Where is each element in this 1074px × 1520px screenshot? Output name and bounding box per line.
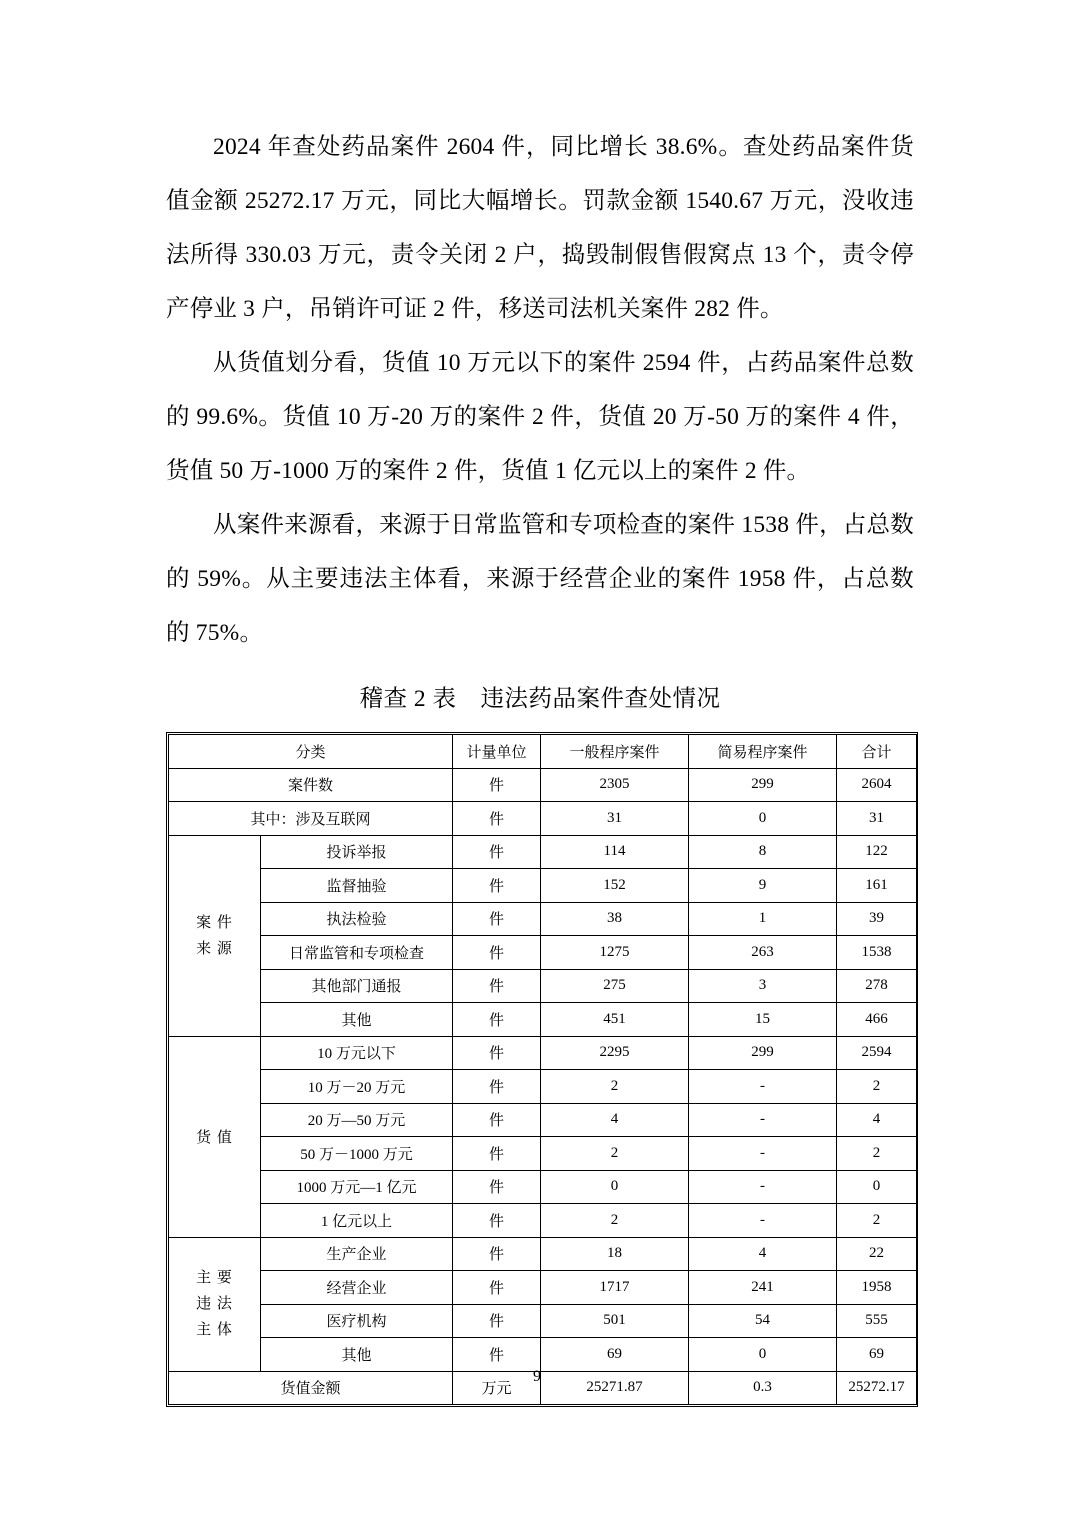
row-unit: 件 (453, 802, 541, 836)
row-total: 2 (837, 1070, 917, 1104)
table-row (169, 969, 917, 1003)
table-row (169, 1204, 917, 1238)
group-label-line: 主 体 (196, 1322, 233, 1338)
paragraph-3: 从案件来源看，来源于日常监管和专项检查的案件 1538 件，占总数的 59%。从主要违法主体看，来源于经营企业的案件 1958 件，占总数的 75%。 (166, 512, 914, 646)
row-general: 2 (541, 1204, 689, 1238)
row-total: 122 (837, 835, 917, 869)
table-row (169, 768, 917, 802)
row-general: 25271.87 (541, 1371, 689, 1405)
row-general: 152 (541, 869, 689, 903)
row-label: 1 亿元以上 (261, 1204, 453, 1238)
table-row (169, 1003, 917, 1037)
row-simple: 241 (689, 1271, 837, 1305)
row-general: 31 (541, 802, 689, 836)
row-unit: 件 (453, 1003, 541, 1037)
table-row (169, 1304, 917, 1338)
table-row (169, 1137, 917, 1171)
row-unit: 件 (453, 768, 541, 802)
row-unit: 件 (453, 1137, 541, 1171)
row-general: 2 (541, 1137, 689, 1171)
header-category: 分类 (169, 735, 453, 769)
row-label: 其中：涉及互联网 (169, 802, 453, 836)
row-label: 生产企业 (261, 1237, 453, 1271)
header-total: 合计 (837, 735, 917, 769)
row-general: 114 (541, 835, 689, 869)
group-label-case-source (169, 835, 261, 1036)
row-simple: 54 (689, 1304, 837, 1338)
row-total: 69 (837, 1338, 917, 1372)
row-general: 1717 (541, 1271, 689, 1305)
row-general: 2 (541, 1070, 689, 1104)
paragraph-2: 从货值划分看，货值 10 万元以下的案件 2594 件，占药品案件总数的 99.6%。货值 10 万-20 万的案件 2 件，货值 20 万-50 万的案件 4 件，货值 50 万-1000 万的案件 2 件，货值 1 亿元以上的案件 2 件。 (166, 350, 914, 484)
header-general: 一般程序案件 (541, 735, 689, 769)
row-general: 275 (541, 969, 689, 1003)
row-unit: 件 (453, 1204, 541, 1238)
row-total: 2594 (837, 1036, 917, 1070)
row-simple: 0.3 (689, 1371, 837, 1405)
row-general: 4 (541, 1103, 689, 1137)
row-label: 执法检验 (261, 902, 453, 936)
table-row (169, 1170, 917, 1204)
row-total: 2 (837, 1204, 917, 1238)
row-general: 0 (541, 1170, 689, 1204)
group-label-line: 案 件 (196, 914, 233, 931)
row-unit: 件 (453, 1338, 541, 1372)
row-simple: - (689, 1170, 837, 1204)
row-unit: 件 (453, 835, 541, 869)
row-label: 医疗机构 (261, 1304, 453, 1338)
row-simple: 299 (689, 1036, 837, 1070)
row-total: 466 (837, 1003, 917, 1037)
row-total: 31 (837, 802, 917, 836)
row-total: 1538 (837, 936, 917, 970)
table-caption: 稽查 2 表 违法药品案件查处情况 (359, 686, 721, 712)
row-general: 38 (541, 902, 689, 936)
row-simple: 299 (689, 768, 837, 802)
row-unit: 万元 (453, 1371, 541, 1405)
row-general: 18 (541, 1237, 689, 1271)
row-unit: 件 (453, 1271, 541, 1305)
group-label-goods-value: 货 值 (169, 1036, 261, 1237)
row-total: 555 (837, 1304, 917, 1338)
table-row (169, 1237, 917, 1271)
row-unit: 件 (453, 1103, 541, 1137)
table-row (169, 1036, 917, 1070)
document-body (166, 120, 914, 1407)
page-number: 9 (533, 1368, 541, 1385)
row-unit: 件 (453, 936, 541, 970)
row-label: 其他 (261, 1003, 453, 1037)
row-total: 278 (837, 969, 917, 1003)
row-simple: 3 (689, 969, 837, 1003)
table-row (169, 835, 917, 869)
row-unit: 件 (453, 1036, 541, 1070)
row-total: 2604 (837, 768, 917, 802)
row-label: 其他 (261, 1338, 453, 1372)
table-row (169, 1103, 917, 1137)
row-simple: 15 (689, 1003, 837, 1037)
row-label: 经营企业 (261, 1271, 453, 1305)
group-label-line: 违 法 (196, 1296, 233, 1312)
row-total: 1958 (837, 1271, 917, 1305)
row-unit: 件 (453, 1170, 541, 1204)
row-general: 1275 (541, 936, 689, 970)
row-general: 2295 (541, 1036, 689, 1070)
row-label: 10 万元以下 (261, 1036, 453, 1070)
table-row (169, 1338, 917, 1372)
row-total: 161 (837, 869, 917, 903)
statistics-table (168, 734, 917, 1405)
row-simple: - (689, 1103, 837, 1137)
row-label: 50 万－1000 万元 (261, 1137, 453, 1171)
row-total: 22 (837, 1237, 917, 1271)
row-simple: 263 (689, 936, 837, 970)
row-simple: - (689, 1137, 837, 1171)
row-label: 日常监管和专项检查 (261, 936, 453, 970)
paragraph-1: 2024 年查处药品案件 2604 件，同比增长 38.6%。查处药品案件货值金额 25272.17 万元，同比大幅增长。罚款金额 1540.67 万元，没收违法所得 330.03 万元，责令关闭 2 户，捣毁制假售假窝点 13 个，责令停产停业 3 户，吊销许可证 2 件，移送司法机关案件 282 件。 (166, 134, 914, 322)
row-unit: 件 (453, 969, 541, 1003)
row-label: 1000 万元—1 亿元 (261, 1170, 453, 1204)
row-label: 监督抽验 (261, 869, 453, 903)
group-label-line: 主 要 (196, 1270, 233, 1286)
row-unit: 件 (453, 1304, 541, 1338)
row-total: 2 (837, 1137, 917, 1171)
row-general: 451 (541, 1003, 689, 1037)
row-general: 2305 (541, 768, 689, 802)
row-label: 其他部门通报 (261, 969, 453, 1003)
row-unit: 件 (453, 1070, 541, 1104)
row-simple: 8 (689, 835, 837, 869)
row-label: 10 万－20 万元 (261, 1070, 453, 1104)
row-simple: 0 (689, 1338, 837, 1372)
row-total: 39 (837, 902, 917, 936)
table-row (169, 1070, 917, 1104)
row-total: 4 (837, 1103, 917, 1137)
table-container (166, 732, 918, 1407)
row-simple: 9 (689, 869, 837, 903)
row-simple: 4 (689, 1237, 837, 1271)
group-label-line: 来 源 (196, 940, 233, 957)
row-label: 货值金额 (169, 1371, 453, 1405)
table-row (169, 869, 917, 903)
row-label: 20 万—50 万元 (261, 1103, 453, 1137)
table-row (169, 802, 917, 836)
row-total: 0 (837, 1170, 917, 1204)
table-row (169, 936, 917, 970)
row-unit: 件 (453, 902, 541, 936)
row-simple: - (689, 1204, 837, 1238)
row-simple: 1 (689, 902, 837, 936)
row-unit: 件 (453, 1237, 541, 1271)
table-row (169, 1271, 917, 1305)
row-unit: 件 (453, 869, 541, 903)
table-header-row (169, 735, 917, 769)
group-label-main-violator (169, 1237, 261, 1371)
row-label: 案件数 (169, 768, 453, 802)
header-unit: 计量单位 (453, 735, 541, 769)
row-simple: 0 (689, 802, 837, 836)
row-general: 69 (541, 1338, 689, 1372)
table-row (169, 902, 917, 936)
row-label: 投诉举报 (261, 835, 453, 869)
header-simple: 简易程序案件 (689, 735, 837, 769)
row-general: 501 (541, 1304, 689, 1338)
row-simple: - (689, 1070, 837, 1104)
row-total: 25272.17 (837, 1371, 917, 1405)
